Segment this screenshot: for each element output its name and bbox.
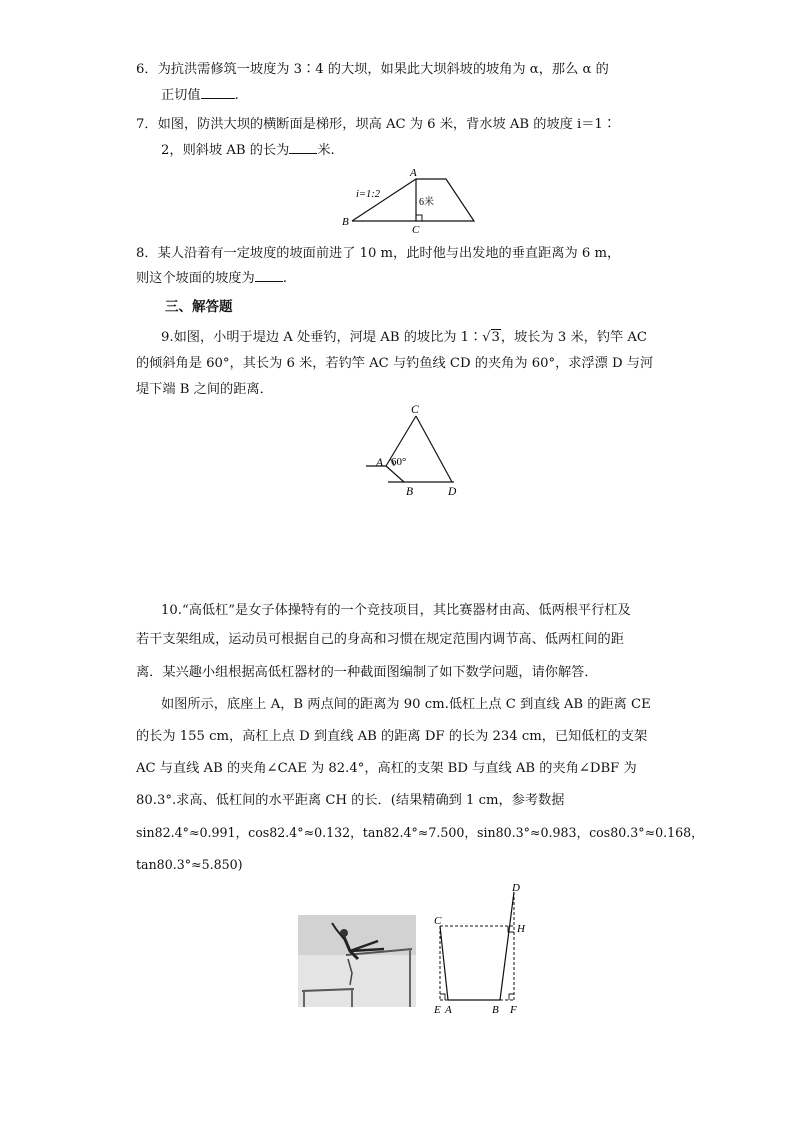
gymnast-photo [298,915,416,1007]
q7-line1: 7．如图，防洪大坝的横断面是梯形，坝高 AC 为 6 米，背水坡 AB 的坡度 i＝1∶ [136,117,616,132]
q7-dam-figure [340,165,480,235]
bars-label-H: H [517,923,525,935]
dam-label-A: A [410,167,417,179]
fish-label-angle: 60° [391,456,407,468]
q10-line2: 若干支架组成，运动员可根据自己的身高和习惯在规定范围内调节高、低两杠间的距 [136,632,624,647]
q9-line2: 的倾斜角是 60°，其长为 6 米，若钓竿 AC 与钓鱼线 CD 的夹角为 60°，求浮漂 D 与河 [136,356,654,371]
q6-line1: 6．为抗洪需修筑一坡度为 3∶4 的大坝，如果此大坝斜坡的坡角为 α，那么 α 的 [136,62,609,77]
q8-line2 [136,266,660,292]
q10-line7: 80.3°.求高、低杠间的水平距离 CH 的长．(结果精确到 1 cm，参考数据 [136,793,565,808]
bars-label-C: C [434,915,442,927]
dam-label-C: C [412,224,420,235]
q7-line2-end: 米. [317,143,335,158]
q10-line4: 如图所示，底座上 A，B 两点间的距离为 90 cm.低杠上点 C 到直线 AB 的距离 CE [161,697,651,712]
bars-label-B: B [492,1004,499,1016]
line-CD [416,416,452,482]
q8-line2-text: 则这个坡面的坡度为 [136,271,255,286]
q10-bars-diagram [430,880,530,1020]
bars-label-A: A [445,1004,452,1016]
fish-label-A: A [376,457,384,469]
q10-line9: tan80.3°≈5.850) [136,857,243,872]
q6-line2 [161,83,685,109]
q10-line3: 离．某兴趣小组根据高低杠器材的一种截面图编制了如下数学问题，请你解答． [136,665,598,680]
support-AC [440,926,448,1000]
q7-line2-text: 2，则斜坡 AB 的长为 [161,143,290,158]
q6-line2-end: . [234,88,239,103]
bars-label-E: E [434,1004,441,1016]
q9-line3: 堤下端 B 之间的距离． [136,382,273,397]
q7-answer-blank [289,139,317,154]
section-heading: 三、解答题 [165,299,233,315]
q9-line1-end: ，坡长为 3 米，钓竿 AC [500,330,648,345]
fish-label-B: B [406,486,414,498]
q9-fishing-figure [364,402,464,498]
sqrt-symbol: √3 [482,330,500,345]
q8-line1: 8．某人沿着有一定坡度的坡面前进了 10 m，此时他与出发地的垂直距离为 6 m， [136,246,621,261]
right-angle-F [509,994,514,1000]
q9-line1 [161,325,685,351]
q10-line8: sin82.4°≈0.991，cos82.4°≈0.132，tan82.4°≈7.500，sin80.3°≈0.983，cos80.3°≈0.168， [136,825,704,840]
bars-label-F: F [510,1004,517,1016]
q9-line1-text: 9.如图，小明于堤边 A 处垂钓，河堤 AB 的坡比为 1∶ [161,330,483,345]
support-BD [500,892,514,1000]
q6-line2-text: 正切值 [161,88,201,103]
q10-line5: 的长为 155 cm，高杠上点 D 到直线 AB 的距离 DF 的长为 234 cm，已知低杠的支架 [136,729,648,744]
q8-line2-end: . [282,271,287,286]
dam-label-i: i=1:2 [356,189,380,200]
right-angle-E [440,994,445,1000]
q10-line6: AC 与直线 AB 的夹角∠CAE 为 82.4°，高杠的支架 BD 与直线 AB 的夹角∠DBF 为 [136,761,637,776]
bars-label-D: D [512,882,520,894]
fish-label-D: D [448,486,457,498]
q7-line2 [161,138,685,164]
q6-answer-blank [201,84,235,99]
slope-AB [386,466,404,482]
fish-label-C: C [411,404,419,416]
dam-label-height: 6米 [419,197,434,208]
dam-label-B: B [342,216,349,228]
dam-trapezoid [352,179,474,221]
q10-line1: 10.“高低杠”是女子体操特有的一个竞技项目，其比赛器材由高、低两根平行杠及 [161,603,631,618]
q8-answer-blank [255,267,283,282]
right-angle-mark [416,215,422,221]
sqrt-radicand: 3 [491,330,500,345]
